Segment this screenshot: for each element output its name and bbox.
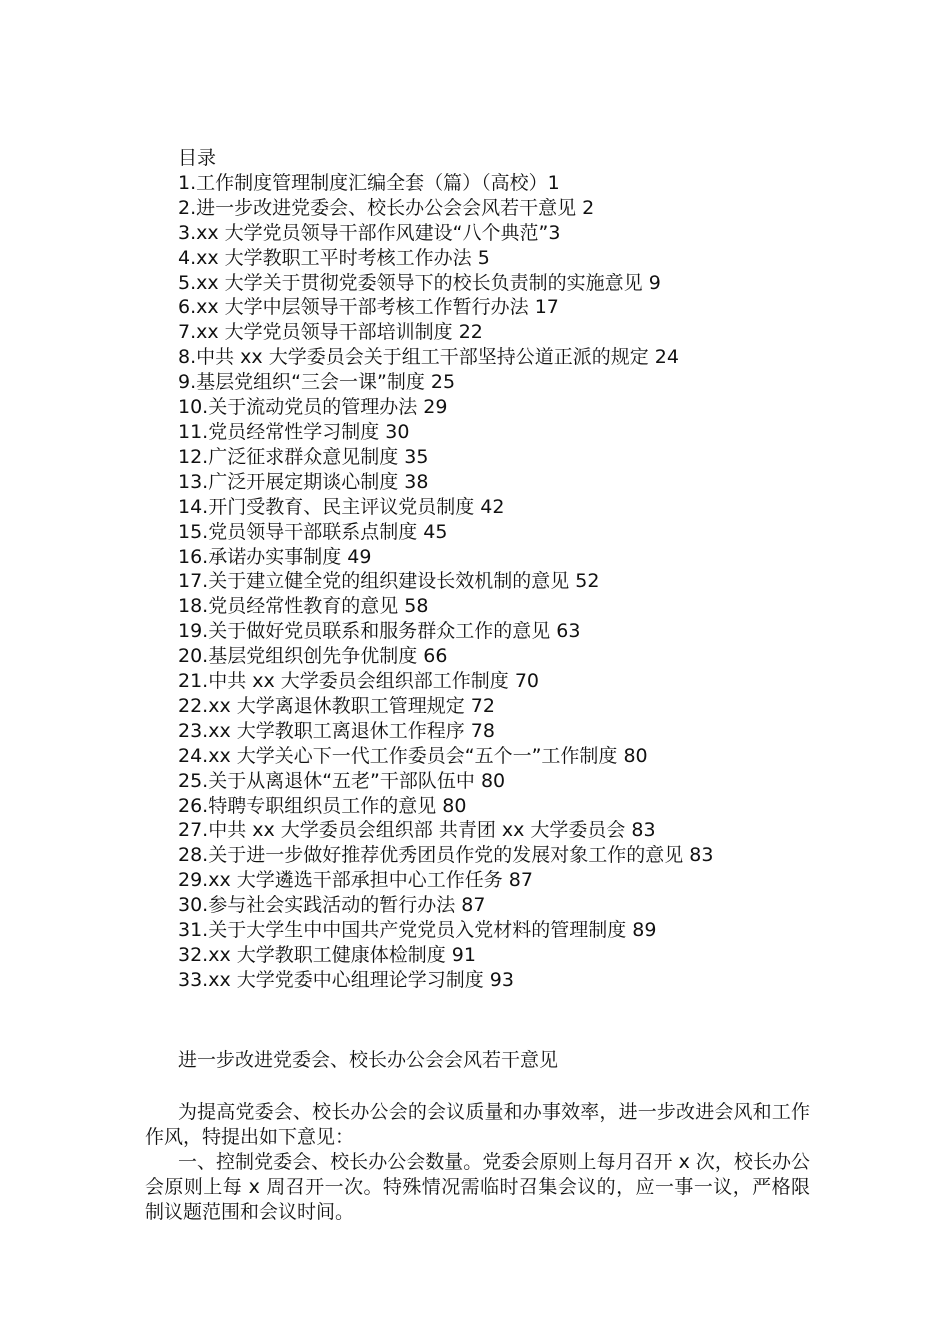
toc-item: 30.参与社会实践活动的暂行办法 87 (178, 894, 486, 917)
toc-item: 18.党员经常性教育的意见 58 (178, 595, 429, 618)
toc-item: 4.xx 大学教职工平时考核工作办法 5 (178, 246, 490, 269)
toc-item: 6.xx 大学中层领导干部考核工作暂行办法 17 (178, 296, 559, 319)
toc-item: 26.特聘专职组织员工作的意见 80 (178, 794, 467, 817)
toc-item: 23.xx 大学教职工离退休工作程序 78 (178, 719, 495, 742)
toc-item: 31.关于大学生中中国共产党党员入党材料的管理制度 89 (178, 919, 657, 942)
toc-item: 1.工作制度管理制度汇编全套（篇）（高校）1 (178, 171, 560, 194)
toc-item: 19.关于做好党员联系和服务群众工作的意见 63 (178, 620, 581, 643)
body-paragraph: 一、控制党委会、校长办公会数量。党委会原则上每月召开 x 次，校长办公会原则上每 x 周召开一次。特殊情况需临时召集会议的，应一事一议，严格限制议题范围和会议时间。 (145, 1151, 810, 1223)
table-of-contents (178, 146, 878, 993)
toc-item: 10.关于流动党员的管理办法 29 (178, 396, 448, 419)
toc-item: 27.中共 xx 大学委员会组织部 共青团 xx 大学委员会 83 (178, 819, 656, 842)
toc-item: 24.xx 大学关心下一代工作委员会“五个一”工作制度 80 (178, 744, 648, 767)
toc-item: 21.中共 xx 大学委员会组织部工作制度 70 (178, 670, 540, 693)
toc-item: 8.中共 xx 大学委员会关于组工干部坚持公道正派的规定 24 (178, 346, 679, 369)
toc-item: 12.广泛征求群众意见制度 35 (178, 445, 429, 468)
toc-item: 25.关于从离退休“五老”干部队伍中 80 (178, 769, 506, 792)
toc-item: 28.关于进一步做好推荐优秀团员作党的发展对象工作的意见 83 (178, 844, 714, 867)
toc-item: 11.党员经常性学习制度 30 (178, 420, 410, 443)
toc-item: 14.开门受教育、民主评议党员制度 42 (178, 495, 505, 518)
toc-item: 17.关于建立健全党的组织建设长效机制的意见 52 (178, 570, 600, 593)
section-body (145, 1100, 810, 1225)
toc-item: 7.xx 大学党员领导干部培训制度 22 (178, 321, 483, 344)
toc-item: 20.基层党组织创先争优制度 66 (178, 645, 448, 668)
toc-item: 22.xx 大学离退休教职工管理规定 72 (178, 694, 495, 717)
toc-item: 15.党员领导干部联系点制度 45 (178, 520, 448, 543)
toc-item: 3.xx 大学党员领导干部作风建设“八个典范”3 (178, 221, 561, 244)
toc-item: 13.广泛开展定期谈心制度 38 (178, 470, 429, 493)
toc-item: 2.进一步改进党委会、校长办公会会风若干意见 2 (178, 196, 595, 219)
toc-item: 29.xx 大学遴选干部承担中心工作任务 87 (178, 869, 533, 892)
toc-item: 32.xx 大学教职工健康体检制度 91 (178, 944, 476, 966)
toc-item: 16.承诺办实事制度 49 (178, 545, 372, 568)
body-paragraph: 为提高党委会、校长办公会的会议质量和办事效率，进一步改进会风和工作作风，特提出如下意见： (145, 1101, 810, 1148)
toc-title: 目录 (178, 147, 217, 169)
toc-item: 33.xx 大学党委中心组理论学习制度 93 (178, 968, 514, 991)
section-title: 进一步改进党委会、校长办公会会风若干意见 (178, 1049, 559, 1071)
toc-item: 9.基层党组织“三会一课”制度 25 (178, 371, 456, 394)
toc-item: 5.xx 大学关于贯彻党委领导下的校长负责制的实施意见 9 (178, 271, 661, 294)
